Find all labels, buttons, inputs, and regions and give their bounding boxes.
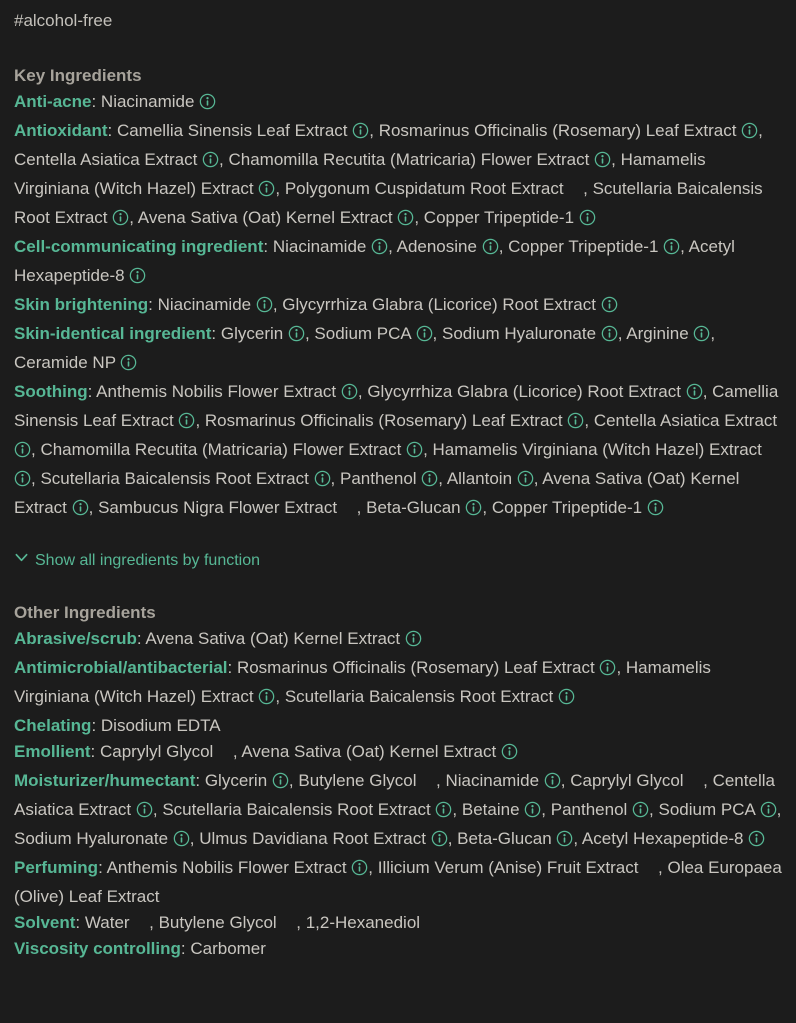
ingredient-separator: , [611, 150, 621, 169]
other-ingredients-section [14, 600, 782, 962]
ingredient-link[interactable]: Sodium Hyaluronate [14, 829, 169, 848]
info-icon[interactable] [601, 324, 618, 350]
chevron-down-icon [14, 548, 29, 574]
ingredient-link[interactable]: Avena Sativa (Oat) Kernel Extract [137, 208, 393, 227]
ingredient-link[interactable]: Copper Tripeptide-1 [491, 498, 643, 517]
ingredient-separator: , [573, 829, 582, 848]
ingredient-separator: , [658, 858, 668, 877]
info-icon[interactable] [173, 829, 190, 855]
ingredient-link[interactable]: Copper Tripeptide-1 [423, 208, 575, 227]
ingredient-link[interactable]: Avena Sativa (Oat) Kernel Extract [14, 469, 740, 517]
ingredient-link[interactable]: Ulmus Davidiana Root Extract [199, 829, 426, 848]
function-row [14, 292, 782, 321]
info-icon[interactable] [482, 237, 499, 263]
info-icon[interactable] [501, 742, 518, 768]
info-icon[interactable] [421, 469, 438, 495]
info-icon[interactable] [435, 800, 452, 826]
ingredient-separator: , [368, 858, 378, 877]
ingredient-link[interactable]: Niacinamide [100, 92, 195, 111]
info-icon[interactable] [202, 150, 219, 176]
info-icon[interactable] [465, 498, 482, 524]
info-icon[interactable] [431, 829, 448, 855]
ingredient-separator: , [560, 771, 571, 790]
function-label[interactable]: Solvent [14, 913, 76, 932]
ingredient-link[interactable]: Rosmarinus Officinalis (Rosemary) Leaf Extract [204, 411, 563, 430]
ingredient-link[interactable]: Scutellaria Baicalensis Root Extract [14, 179, 763, 227]
info-icon[interactable] [599, 658, 616, 684]
label-colon: : [107, 121, 117, 140]
label-colon: : [211, 324, 221, 343]
info-icon[interactable] [405, 629, 422, 655]
key-ingredients-section [14, 63, 782, 524]
function-row [14, 626, 782, 655]
ingredient-link[interactable]: Caprylyl Glycol [570, 771, 684, 790]
ingredient-separator: , [498, 237, 509, 256]
ingredient-link[interactable]: Illicium Verum (Anise) Fruit Extract [377, 858, 639, 877]
ingredient-separator: , [31, 440, 41, 459]
ingredient-link[interactable]: Carbomer [190, 939, 266, 958]
ingredient-separator: , [541, 800, 551, 819]
ingredient-link[interactable]: Niacinamide [445, 771, 540, 790]
ingredient-separator: , [583, 179, 593, 198]
info-icon[interactable] [693, 324, 710, 350]
ingredient-link[interactable]: Niacinamide [157, 295, 252, 314]
ingredient-link[interactable]: Sodium Hyaluronate [442, 324, 597, 343]
function-row [14, 768, 782, 855]
ingredient-separator: , [296, 913, 306, 932]
ingredient-separator: , [649, 800, 659, 819]
info-icon[interactable] [397, 208, 414, 234]
function-row [14, 89, 782, 118]
function-label[interactable]: Antioxidant [14, 121, 108, 140]
section-title: Key Ingredients [14, 66, 142, 85]
info-icon[interactable] [406, 440, 423, 466]
ingredient-link[interactable]: Betaine [461, 800, 520, 819]
ingredient-link[interactable]: Anthemis Nobilis Flower Extract [96, 382, 337, 401]
ingredient-separator: , [414, 208, 424, 227]
info-icon[interactable] [579, 208, 596, 234]
ingredient-link[interactable]: Beta-Glucan [457, 829, 552, 848]
label-colon: : [91, 92, 101, 111]
ingredient-separator: , [369, 121, 379, 140]
info-icon[interactable] [371, 237, 388, 263]
ingredient-separator: , [436, 771, 446, 790]
info-icon[interactable] [136, 800, 153, 826]
ingredient-link[interactable]: Butylene Glycol [158, 913, 277, 932]
ingredient-link[interactable]: Acetyl Hexapeptide-8 [14, 237, 735, 285]
info-icon[interactable] [663, 237, 680, 263]
info-icon[interactable] [647, 498, 664, 524]
section-title: Other Ingredients [14, 603, 156, 622]
ingredient-link[interactable]: 1,2-Hexanediol [305, 913, 421, 932]
label-colon: : [90, 742, 100, 761]
ingredient-separator: , [88, 498, 99, 517]
label-colon: : [75, 913, 85, 932]
ingredient-separator: , [452, 800, 462, 819]
info-icon[interactable] [14, 440, 31, 466]
ingredient-link[interactable]: Sodium PCA [314, 324, 411, 343]
ingredient-separator: , [533, 469, 543, 488]
ingredient-link[interactable]: Rosmarinus Officinalis (Rosemary) Leaf Extract [378, 121, 737, 140]
info-icon[interactable] [341, 382, 358, 408]
ingredient-separator: , [219, 150, 229, 169]
ingredient-separator: , [272, 295, 283, 314]
hashtag-alcohol-free: #alcohol-free [14, 11, 113, 30]
info-icon[interactable] [256, 295, 273, 321]
ingredient-link[interactable]: Hamamelis Virginiana (Witch Hazel) Extract [14, 658, 711, 706]
info-icon[interactable] [416, 324, 433, 350]
label-colon: : [180, 939, 191, 958]
ingredient-separator: , [616, 658, 626, 677]
info-icon[interactable] [594, 150, 611, 176]
ingredient-link[interactable]: Centella Asiatica Extract [14, 771, 775, 819]
function-row [14, 855, 782, 910]
ingredient-link[interactable]: Hamamelis Virginiana (Witch Hazel) Extract [14, 150, 706, 198]
ingredient-separator: , [31, 469, 41, 488]
function-row [14, 910, 782, 936]
ingredient-separator: , [702, 382, 713, 401]
info-icon[interactable] [258, 179, 275, 205]
function-label[interactable]: Skin-identical ingredient [14, 324, 212, 343]
ingredient-link[interactable]: Panthenol [339, 469, 417, 488]
ingredient-link[interactable]: Disodium EDTA [100, 716, 221, 735]
ingredient-link[interactable]: Centella Asiatica Extract [593, 411, 778, 430]
ingredient-separator: , [330, 469, 340, 488]
function-label[interactable]: Skin brightening [14, 295, 149, 314]
ingredient-link[interactable]: Ceramide NP [14, 353, 116, 372]
ingredient-separator: , [447, 829, 458, 848]
ingredient-link[interactable]: Sodium PCA [658, 800, 755, 819]
ingredient-link[interactable]: Avena Sativa (Oat) Kernel Extract [241, 742, 497, 761]
label-colon: : [263, 237, 273, 256]
info-icon[interactable] [760, 800, 777, 826]
function-label[interactable]: Abrasive/scrub [14, 629, 137, 648]
ingredient-link[interactable]: Adenosine [396, 237, 477, 256]
show-all-ingredients-label: Show all ingredients by function [35, 552, 261, 569]
ingredient-separator: , [129, 208, 138, 227]
ingredient-link[interactable]: Anthemis Nobilis Flower Extract [106, 858, 347, 877]
ingredient-separator: , [438, 469, 447, 488]
ingredient-link[interactable]: Scutellaria Baicalensis Root Extract [284, 687, 554, 706]
ingredient-separator: , [275, 687, 285, 706]
ingredient-link[interactable]: Arginine [626, 324, 689, 343]
info-icon[interactable] [558, 687, 575, 713]
info-icon[interactable] [524, 800, 541, 826]
ingredient-link[interactable]: Butylene Glycol [298, 771, 417, 790]
info-icon[interactable] [556, 829, 573, 855]
label-colon: : [227, 658, 237, 677]
ingredient-separator: , [703, 771, 713, 790]
ingredient-separator: , [152, 800, 163, 819]
info-icon[interactable] [129, 266, 146, 292]
ingredient-link[interactable]: Scutellaria Baicalensis Root Extract [162, 800, 431, 819]
show-all-ingredients-link[interactable] [14, 548, 260, 574]
ingredient-link[interactable]: Water [84, 913, 130, 932]
ingredient-link[interactable]: Camellia Sinensis Leaf Extract [14, 382, 779, 430]
ingredient-link[interactable]: Caprylyl Glycol [99, 742, 214, 761]
function-label[interactable]: Cell-communicating ingredient [14, 237, 264, 256]
ingredient-separator: , [232, 742, 242, 761]
info-icon[interactable] [258, 687, 275, 713]
ingredient-separator: , [356, 498, 367, 517]
ingredient-link[interactable]: Sambucus Nigra Flower Extract [98, 498, 338, 517]
ingredient-link[interactable]: Glycerin [204, 771, 268, 790]
ingredient-separator: , [758, 121, 763, 140]
function-row [14, 234, 782, 292]
label-colon: : [91, 716, 101, 735]
ingredient-link[interactable]: Glycyrrhiza Glabra (Licorice) Root Extract [282, 295, 596, 314]
info-icon[interactable] [544, 771, 561, 797]
label-colon: : [87, 382, 97, 401]
ingredient-link[interactable]: Centella Asiatica Extract [14, 150, 198, 169]
info-icon[interactable] [288, 324, 305, 350]
info-icon[interactable] [601, 295, 618, 321]
ingredient-separator: , [710, 324, 716, 343]
ingredient-separator: , [304, 324, 315, 343]
function-label[interactable]: Antimicrobial/antibacterial [14, 658, 228, 677]
ingredient-separator: , [275, 179, 285, 198]
ingredient-separator: , [357, 382, 368, 401]
function-label[interactable]: Perfuming [14, 858, 99, 877]
info-icon[interactable] [14, 469, 31, 495]
info-icon[interactable] [351, 858, 368, 884]
function-row [14, 739, 782, 768]
ingredient-link[interactable]: Avena Sativa (Oat) Kernel Extract [145, 629, 401, 648]
info-icon[interactable] [632, 800, 649, 826]
ingredient-link[interactable]: Hamamelis Virginiana (Witch Hazel) Extract [432, 440, 762, 459]
ingredient-link[interactable]: Panthenol [550, 800, 628, 819]
function-label[interactable]: Soothing [14, 382, 88, 401]
ingredient-link[interactable]: Polygonum Cuspidatum Root Extract [284, 179, 564, 198]
ingredient-link[interactable]: Niacinamide [272, 237, 367, 256]
ingredient-link[interactable]: Rosmarinus Officinalis (Rosemary) Leaf Extract [236, 658, 595, 677]
info-icon[interactable] [517, 469, 534, 495]
ingredient-link[interactable]: Glycerin [220, 324, 284, 343]
info-icon[interactable] [178, 411, 195, 437]
info-icon[interactable] [199, 92, 216, 118]
ingredient-separator: , [288, 771, 299, 790]
ingredient-link[interactable]: Scutellaria Baicalensis Root Extract [40, 469, 309, 488]
ingredient-separator: , [776, 800, 782, 819]
label-colon: : [98, 858, 107, 877]
function-label[interactable]: Moisturizer/humectant [14, 771, 196, 790]
function-label[interactable]: Viscosity controlling [14, 939, 181, 958]
ingredient-link[interactable]: Allantoin [446, 469, 513, 488]
label-colon: : [195, 771, 205, 790]
info-icon[interactable] [741, 121, 758, 147]
info-icon[interactable] [272, 771, 289, 797]
ingredient-link[interactable]: Copper Tripeptide-1 [508, 237, 659, 256]
ingredient-separator: , [482, 498, 492, 517]
function-row [14, 936, 782, 962]
ingredient-separator: , [189, 829, 200, 848]
ingredient-link[interactable]: Chamomilla Recutita (Matricaria) Flower Extract [40, 440, 402, 459]
function-row [14, 379, 782, 524]
info-icon[interactable] [567, 411, 584, 437]
label-colon: : [136, 629, 146, 648]
function-row [14, 321, 782, 379]
info-icon[interactable] [72, 498, 89, 524]
info-icon[interactable] [352, 121, 369, 147]
ingredient-separator: , [617, 324, 627, 343]
ingredient-separator: , [584, 411, 594, 430]
label-colon: : [148, 295, 158, 314]
function-row [14, 118, 782, 234]
ingredient-link[interactable]: Olea Europaea (Olive) Leaf Extract [14, 858, 782, 906]
info-icon[interactable] [120, 353, 137, 379]
info-icon[interactable] [686, 382, 703, 408]
ingredient-link[interactable]: Acetyl Hexapeptide-8 [581, 829, 744, 848]
function-label[interactable]: Anti-acne [14, 92, 92, 111]
ingredient-separator: , [149, 913, 159, 932]
info-icon[interactable] [748, 829, 765, 855]
ingredient-link[interactable]: Beta-Glucan [366, 498, 461, 517]
ingredient-separator: , [680, 237, 689, 256]
info-icon[interactable] [112, 208, 129, 234]
ingredient-link[interactable]: Glycyrrhiza Glabra (Licorice) Root Extract [367, 382, 681, 401]
function-label[interactable]: Chelating [14, 716, 92, 735]
ingredient-link[interactable]: Camellia Sinensis Leaf Extract [116, 121, 348, 140]
ingredient-separator: , [423, 440, 433, 459]
function-row [14, 713, 782, 739]
info-icon[interactable] [314, 469, 331, 495]
ingredient-separator: , [432, 324, 442, 343]
ingredient-link[interactable]: Chamomilla Recutita (Matricaria) Flower Extract [228, 150, 590, 169]
function-row [14, 655, 782, 713]
ingredient-separator: , [195, 411, 205, 430]
ingredient-separator: , [388, 237, 397, 256]
function-label[interactable]: Emollient [14, 742, 91, 761]
